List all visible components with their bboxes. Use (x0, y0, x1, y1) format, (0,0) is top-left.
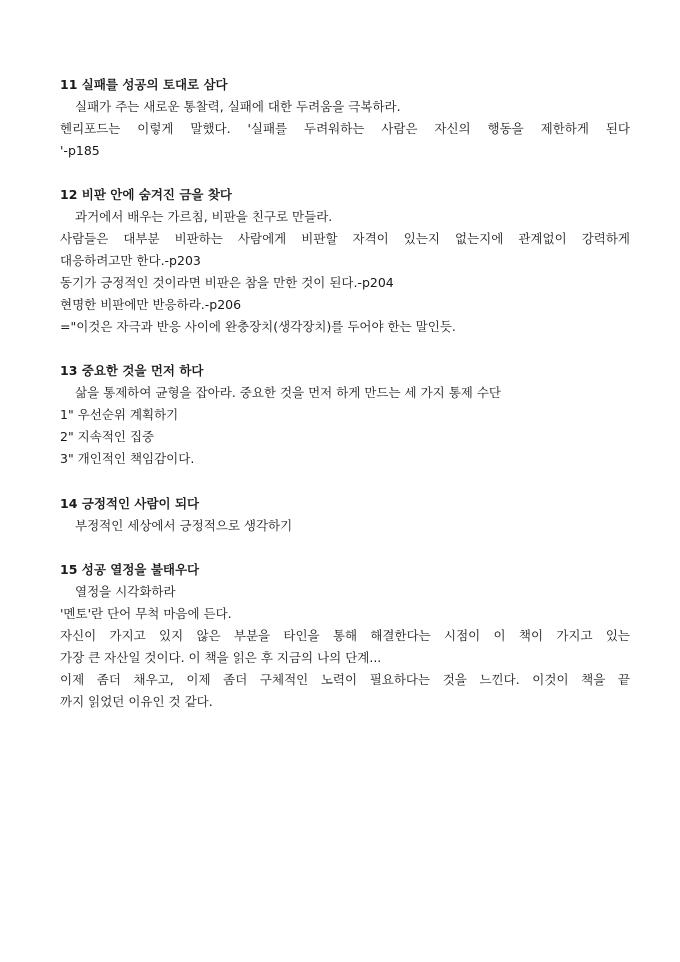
section-heading: 15 성공 열정을 불태우다 (60, 562, 200, 577)
section-subtitle: 부정적인 세상에서 긍정적으로 생각하기 (75, 518, 293, 533)
section-11 (60, 74, 630, 162)
body-line: 사람들은 대부분 비판하는 사람에게 비판할 자격이 있는지 없는지에 관계없이 강력하게 (60, 231, 630, 246)
section-subtitle: 열정을 시각화하라 (75, 584, 176, 599)
section-subtitle: 실패가 주는 새로운 통찰력, 실패에 대한 두려움을 극복하라. (75, 99, 401, 114)
body-line: 까지 읽었던 이유인 것 같다. (60, 694, 213, 709)
section-13 (60, 360, 630, 470)
section-heading: 12 비판 안에 숨겨진 금을 찾다 (60, 187, 232, 202)
body-line: 헨리포드는 이렇게 말했다. '실패를 두려워하는 사람은 자신의 행동을 제한하게 된다 (60, 121, 630, 136)
section-heading: 11 실패를 성공의 토대로 삼다 (60, 77, 228, 92)
body-line: 이제 좀더 채우고, 이제 좀더 구체적인 노력이 필요하다는 것을 느낀다. 이것이 책을 끝 (60, 672, 630, 687)
section-heading: 13 중요한 것을 먼저 하다 (60, 363, 204, 378)
list-item: 2" 지속적인 집중 (60, 429, 155, 444)
section-subtitle: 과거에서 배우는 가르침, 비판을 친구로 만들라. (75, 209, 333, 224)
body-line: 현명한 비판에만 반응하라.-p206 (60, 297, 242, 312)
body-line: 가장 큰 자산일 것이다. 이 책을 읽은 후 지금의 나의 단계... (60, 650, 382, 665)
section-14 (60, 493, 630, 537)
list-item: 1" 우선순위 계획하기 (60, 407, 179, 422)
section-15 (60, 559, 630, 713)
body-line: '-p185 (60, 143, 100, 158)
section-subtitle: 삶을 통제하여 균형을 잡아라. 중요한 것을 먼저 하게 만드는 세 가지 통제 수단 (75, 385, 501, 400)
body-line: 대응하려고만 한다.-p203 (60, 253, 201, 268)
section-heading: 14 긍정적인 사람이 되다 (60, 496, 200, 511)
list-item: 3" 개인적인 책임감이다. (60, 451, 195, 466)
body-line: 동기가 긍정적인 것이라면 비판은 참을 만한 것이 된다.-p204 (60, 275, 394, 290)
section-12 (60, 184, 630, 338)
body-line: ="이것은 자극과 반응 사이에 완충장치(생각장치)를 두어야 한는 말인듯. (60, 319, 456, 334)
body-line: '멘토'란 단어 무척 마음에 든다. (60, 606, 232, 621)
body-line: 자신이 가지고 있지 않은 부분을 타인을 통해 해결한다는 시점이 이 책이 가지고 있는 (60, 628, 630, 643)
